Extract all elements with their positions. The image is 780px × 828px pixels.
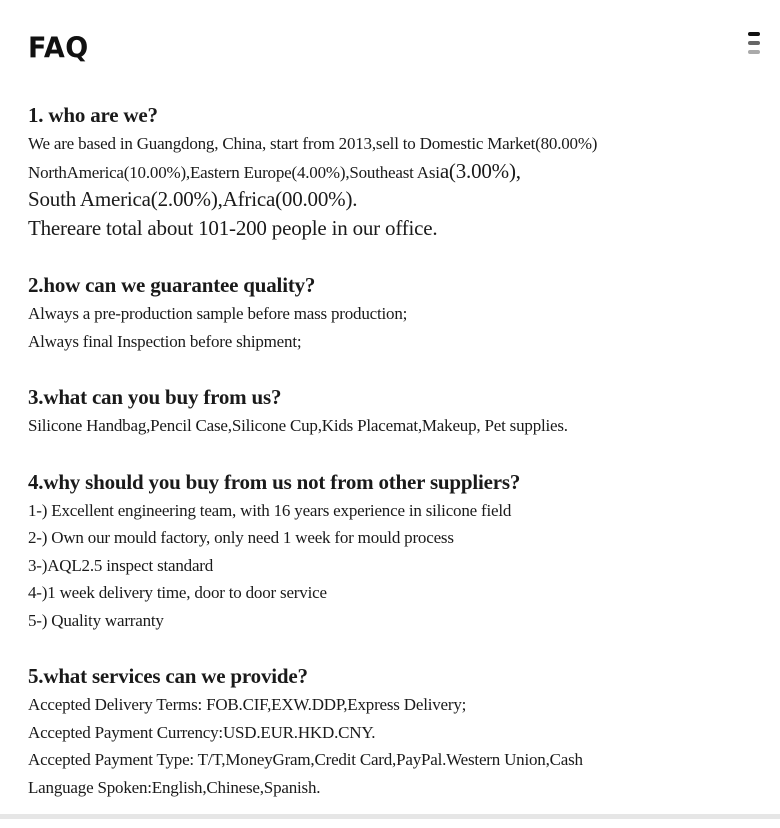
- faq-answer-line: [28, 300, 768, 328]
- faq-answer-line: [28, 130, 768, 158]
- menu-bar: [748, 50, 760, 54]
- faq-answer-line: [28, 158, 768, 187]
- faq-section: [28, 467, 768, 635]
- answer-text: Silicone Handbag,Pencil Case,Silicone Cup,Kids Placemat,Makeup, Pet supplies.: [28, 416, 568, 435]
- faq-answer-line: [28, 607, 768, 635]
- answer-text: 2-) Own our mould factory, only need 1 week for mould process: [28, 528, 454, 547]
- faq-answer-line: [28, 186, 768, 215]
- faq-section: [28, 270, 768, 355]
- menu-bar: [748, 32, 760, 36]
- answer-text: 3-)AQL2.5 inspect standard: [28, 555, 214, 575]
- faq-section: [28, 661, 768, 801]
- page-title: FAQ: [28, 32, 89, 65]
- answer-text: Thereare total about 101-200 people in our office.: [28, 215, 438, 240]
- faq-answer-line: [28, 412, 768, 440]
- faq-answer-line: [28, 746, 768, 774]
- footer-divider: [0, 814, 780, 819]
- answer-text: South America(2.00%),Africa(00.00%).: [28, 187, 358, 211]
- faq-answer-line: [28, 579, 768, 607]
- answer-text: 5-) Quality warranty: [28, 610, 164, 630]
- faq-section: [28, 100, 768, 243]
- faq-answer-line: [28, 328, 768, 356]
- faq-answer-line: [28, 691, 768, 719]
- answer-text: Accepted Payment Type: T/T,MoneyGram,Credit Card,PayPal.Western Union,Cash: [28, 750, 583, 769]
- faq-section: [28, 382, 768, 440]
- faq-answer-line: [28, 774, 768, 802]
- answer-text: NorthAmerica(10.00%),Eastern Europe(4.00%),Southeast Asi: [28, 162, 440, 182]
- faq-question: 4.why should you buy from us not from other suppliers?: [28, 469, 521, 494]
- faq-question: 3.what can you buy from us?: [28, 385, 282, 409]
- answer-text: Always final Inspection before shipment;: [28, 331, 302, 351]
- faq-question: 2.how can we guarantee quality?: [28, 273, 316, 297]
- answer-text: Language Spoken:English,Chinese,Spanish.: [28, 777, 321, 797]
- faq-question: 1. who are we?: [28, 103, 158, 127]
- faq-answer-line: [28, 719, 768, 747]
- faq-answer-line: [28, 215, 768, 244]
- answer-text: Accepted Delivery Terms: FOB.CIF,EXW.DDP,Express Delivery;: [28, 695, 467, 714]
- answer-text: 4-)1 week delivery time, door to door service: [28, 583, 327, 602]
- answer-text: Always a pre-production sample before mass production;: [28, 304, 408, 323]
- hamburger-menu-icon[interactable]: [748, 32, 762, 58]
- faq-answer-line: [28, 497, 768, 525]
- faq-answer-line: [28, 524, 768, 552]
- faq-content: [28, 100, 768, 828]
- answer-text: a(3.00%),: [439, 158, 521, 183]
- faq-answer-line: [28, 552, 768, 580]
- answer-text: Accepted Payment Currency:USD.EUR.HKD.CNY.: [28, 722, 376, 742]
- answer-text: We are based in Guangdong, China, start from 2013,sell to Domestic Market(80.00%): [28, 134, 598, 153]
- menu-bar: [748, 41, 760, 45]
- answer-text: 1-) Excellent engineering team, with 16 years experience in silicone field: [28, 500, 512, 520]
- faq-question: 5.what services can we provide?: [28, 664, 308, 688]
